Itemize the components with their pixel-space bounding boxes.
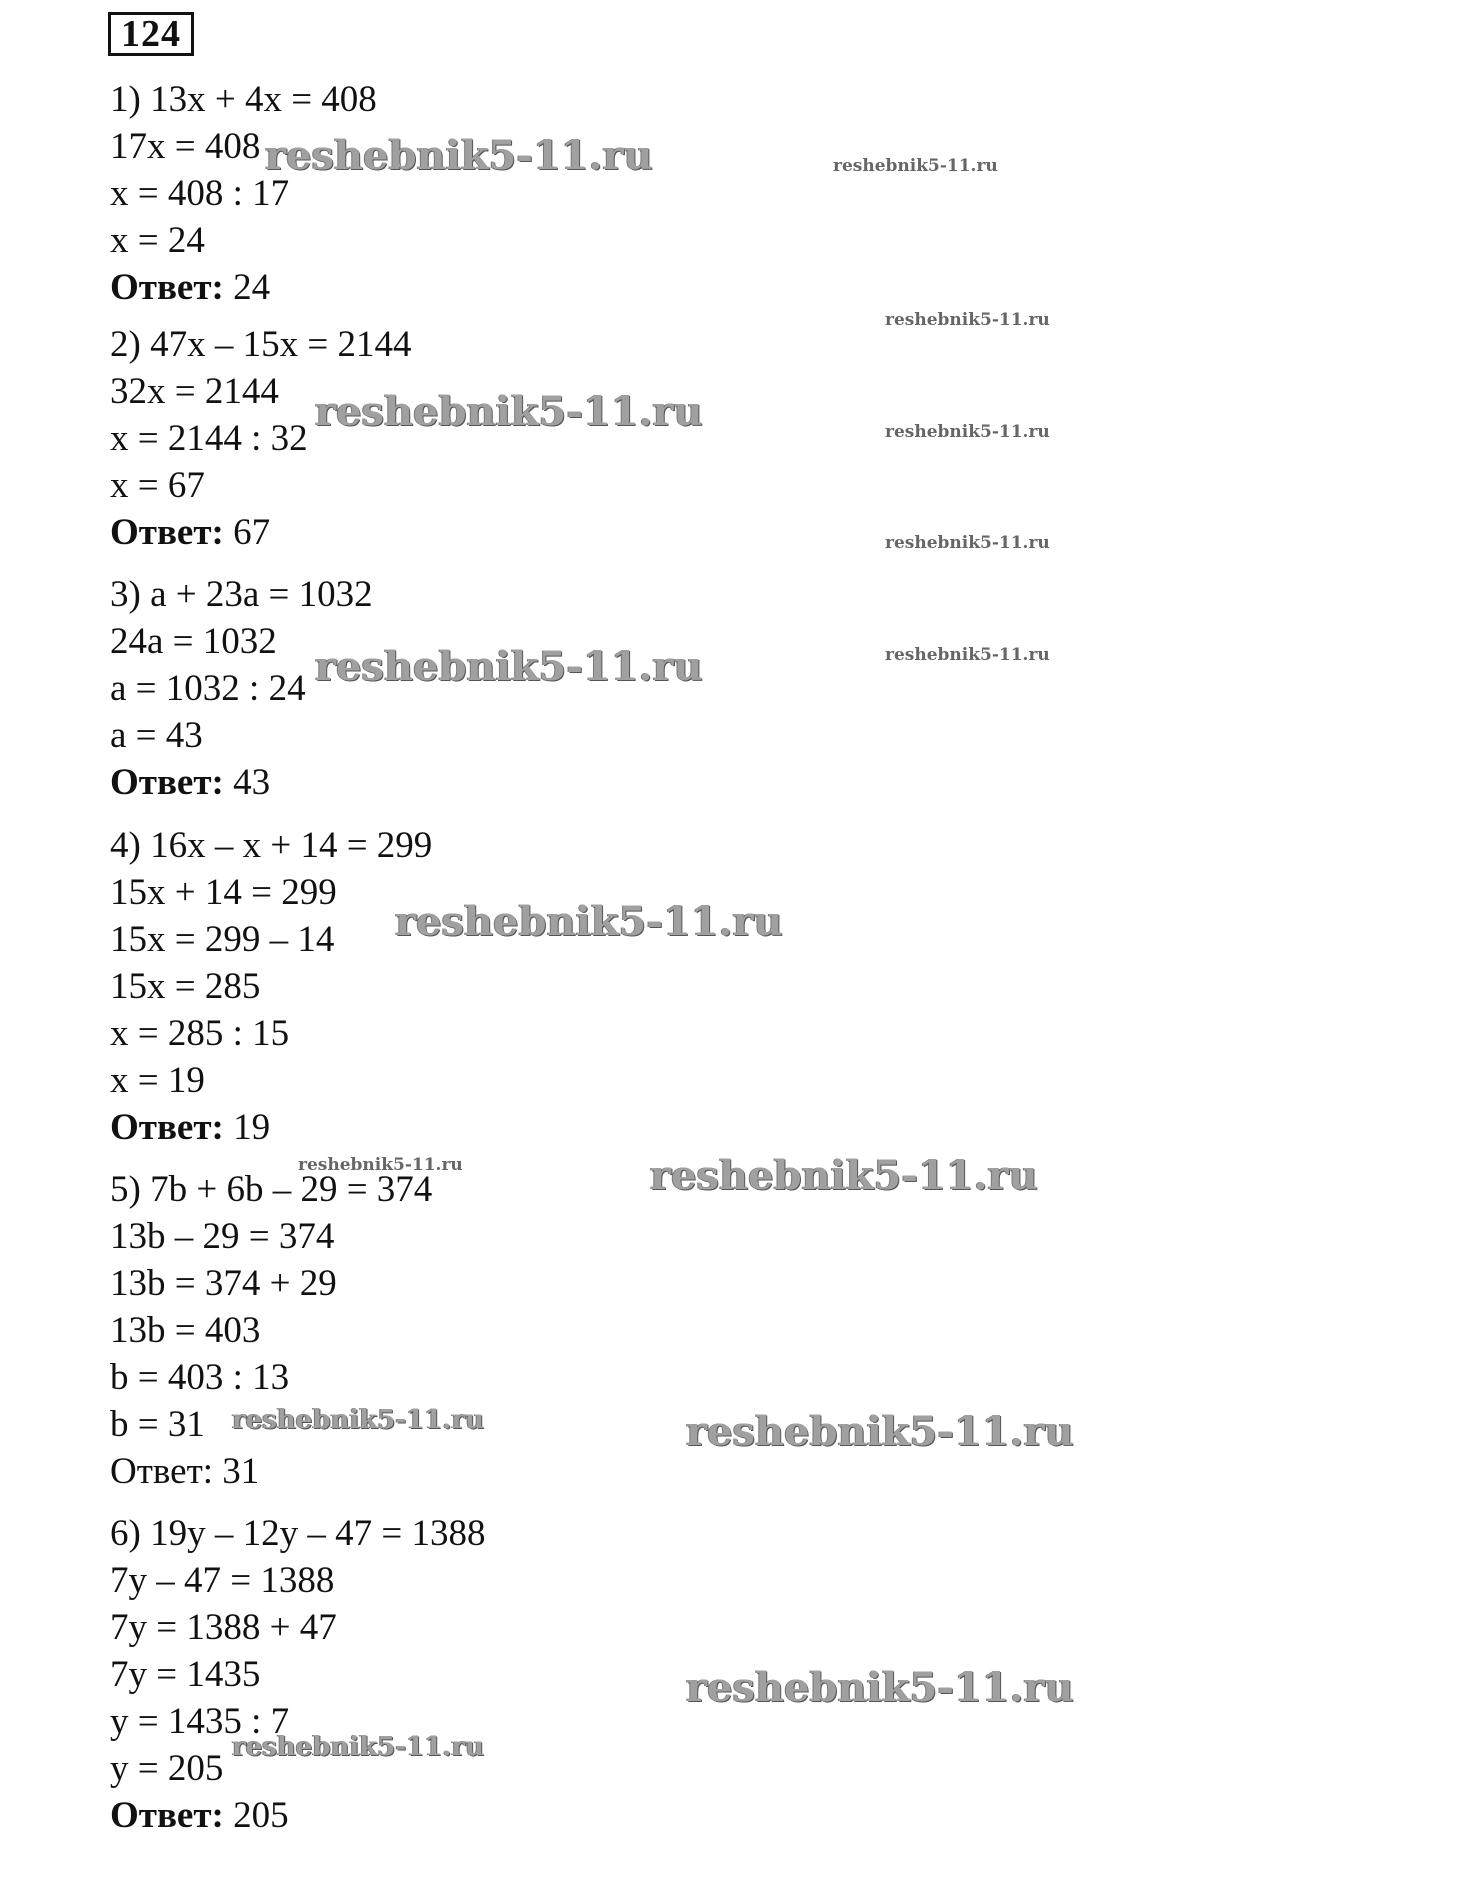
- watermark: reshebnik5-11.ru: [265, 132, 653, 179]
- equation-line: y = 205: [110, 1748, 224, 1789]
- equation-line: 15x = 285: [110, 966, 261, 1007]
- answer-line: [110, 1108, 270, 1148]
- equation-line: 17x = 408: [110, 126, 261, 167]
- watermark: reshebnik5-11.ru: [232, 1732, 485, 1762]
- equation-line: 7y = 1388 + 47: [110, 1607, 337, 1648]
- answer-label: Ответ:: [110, 1795, 224, 1836]
- equation-line: 13b = 374 + 29: [110, 1263, 337, 1304]
- equation-line: x = 285 : 15: [110, 1013, 290, 1054]
- answer-line: [110, 763, 270, 803]
- watermark: reshebnik5-11.ru: [232, 1405, 485, 1435]
- answer-value: 24: [233, 267, 271, 308]
- equation-line: b = 403 : 13: [110, 1357, 290, 1398]
- equation-line: 15x = 299 – 14: [110, 919, 335, 960]
- equation-line: 2) 47x – 15x = 2144: [110, 324, 412, 365]
- equation-line: 13b = 403: [110, 1310, 261, 1351]
- problem-number-box: 124: [108, 12, 194, 56]
- equation-line: 4) 16x – x + 14 = 299: [110, 825, 433, 866]
- equation-line: 6) 19y – 12y – 47 = 1388: [110, 1513, 486, 1554]
- answer-line: [110, 1796, 289, 1836]
- equation-line: 24a = 1032: [110, 621, 277, 662]
- answer-line: [110, 1452, 259, 1492]
- watermark: reshebnik5-11.ru: [298, 1155, 463, 1175]
- watermark: reshebnik5-11.ru: [686, 1408, 1074, 1455]
- watermark: reshebnik5-11.ru: [885, 310, 1050, 330]
- answer-value: 205: [233, 1795, 289, 1836]
- equation-line: x = 408 : 17: [110, 173, 290, 214]
- equation-line: x = 2144 : 32: [110, 418, 308, 459]
- answer-value: 19: [233, 1107, 271, 1148]
- answer-label: Ответ:: [110, 512, 224, 553]
- watermark: reshebnik5-11.ru: [315, 388, 703, 435]
- equation-line: x = 67: [110, 465, 205, 506]
- watermark: reshebnik5-11.ru: [833, 156, 998, 176]
- equation-line: y = 1435 : 7: [110, 1701, 290, 1742]
- equation-line: 5) 7b + 6b – 29 = 374: [110, 1169, 433, 1210]
- watermark: reshebnik5-11.ru: [885, 533, 1050, 553]
- watermark: reshebnik5-11.ru: [885, 645, 1050, 665]
- equation-line: a = 1032 : 24: [110, 668, 306, 709]
- answer-label: Ответ:: [110, 1451, 214, 1492]
- answer-value: 67: [233, 512, 271, 553]
- answer-label: Ответ:: [110, 1107, 224, 1148]
- watermark: reshebnik5-11.ru: [686, 1664, 1074, 1711]
- equation-line: 7y = 1435: [110, 1654, 261, 1695]
- equation-line: 15x + 14 = 299: [110, 872, 337, 913]
- watermark: reshebnik5-11.ru: [315, 643, 703, 690]
- answer-label: Ответ:: [110, 762, 224, 803]
- answer-line: [110, 268, 270, 308]
- equation-line: 32x = 2144: [110, 371, 279, 412]
- answer-label: Ответ:: [110, 267, 224, 308]
- watermark: reshebnik5-11.ru: [885, 422, 1050, 442]
- watermark: reshebnik5-11.ru: [395, 898, 783, 945]
- equation-line: 13b – 29 = 374: [110, 1216, 335, 1257]
- answer-value: 43: [233, 762, 271, 803]
- answer-value: 31: [222, 1451, 260, 1492]
- answer-line: [110, 513, 270, 553]
- watermark: reshebnik5-11.ru: [650, 1152, 1038, 1199]
- equation-line: a = 43: [110, 715, 203, 756]
- equation-line: b = 31: [110, 1404, 205, 1445]
- equation-line: 3) a + 23a = 1032: [110, 574, 373, 615]
- equation-line: x = 19: [110, 1060, 205, 1101]
- equation-line: 1) 13x + 4x = 408: [110, 79, 377, 120]
- equation-line: 7y – 47 = 1388: [110, 1560, 335, 1601]
- equation-line: x = 24: [110, 220, 205, 261]
